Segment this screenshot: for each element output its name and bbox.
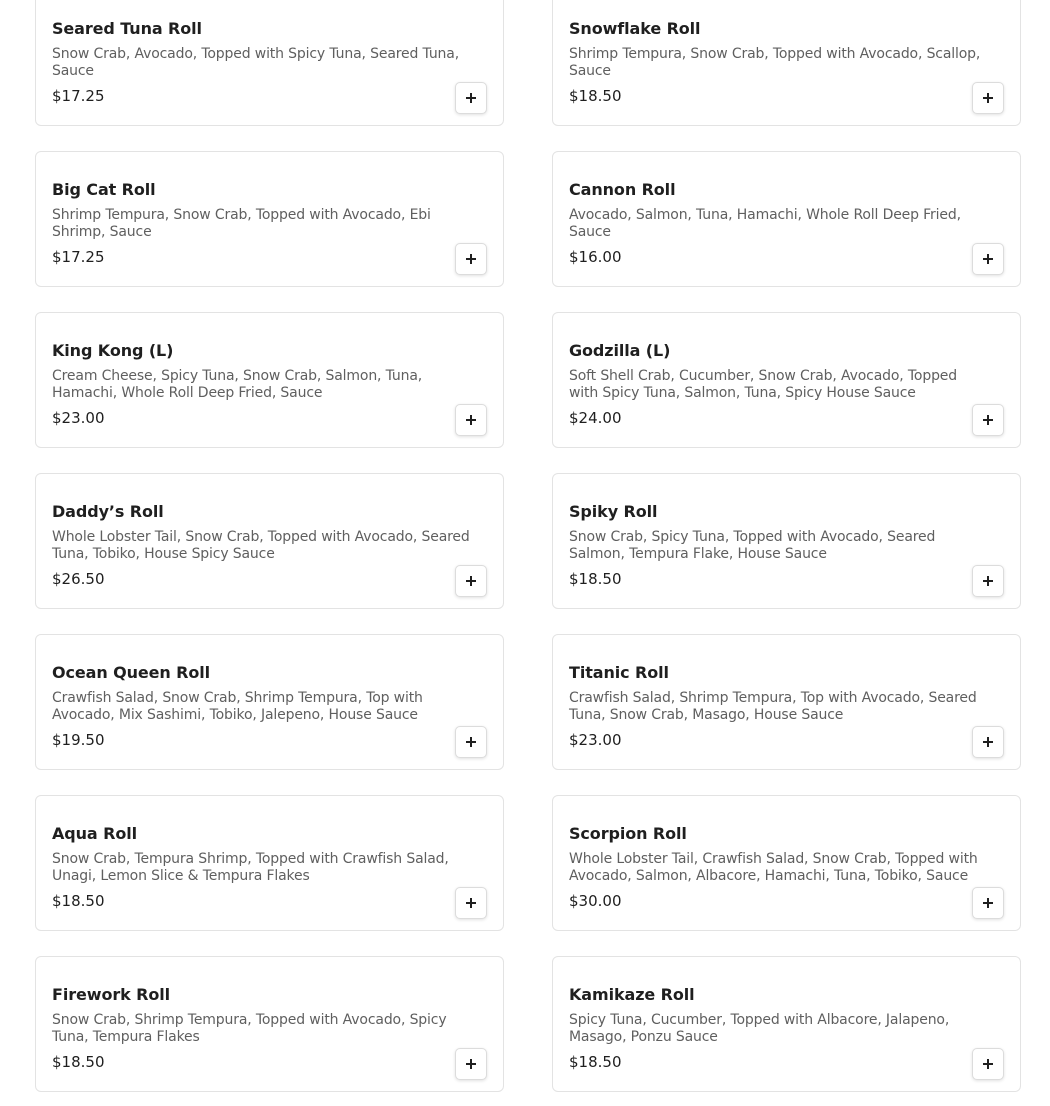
add-to-cart-button[interactable] xyxy=(972,887,1004,919)
item-name: Kamikaze Roll xyxy=(569,985,695,1004)
menu-item-card[interactable] xyxy=(552,634,1021,770)
plus-icon xyxy=(983,1059,993,1069)
menu-item-card[interactable] xyxy=(35,634,504,770)
item-description: Soft Shell Crab, Cucumber, Snow Crab, Avocado, Topped with Spicy Tuna, Salmon, Tuna, Spicy House Sauce xyxy=(569,368,958,401)
plus-icon xyxy=(983,737,993,747)
add-to-cart-button[interactable] xyxy=(455,1048,487,1080)
add-to-cart-button[interactable] xyxy=(972,243,1004,275)
menu-item-card[interactable] xyxy=(35,151,504,287)
item-price: $17.25 xyxy=(52,87,105,105)
plus-icon xyxy=(983,415,993,425)
plus-icon xyxy=(466,1059,476,1069)
add-to-cart-button[interactable] xyxy=(455,726,487,758)
item-price: $24.00 xyxy=(569,409,622,427)
item-name: Spiky Roll xyxy=(569,502,658,521)
item-description: Whole Lobster Tail, Crawfish Salad, Snow Crab, Topped with Avocado, Salmon, Albacore, Hamachi, Tuna, Tobiko, Sauce xyxy=(569,851,978,884)
item-name: Titanic Roll xyxy=(569,663,669,682)
add-to-cart-button[interactable] xyxy=(455,82,487,114)
menu-item-card[interactable] xyxy=(552,151,1021,287)
item-price: $16.00 xyxy=(569,248,622,266)
plus-icon xyxy=(466,576,476,586)
plus-icon xyxy=(466,737,476,747)
add-to-cart-button[interactable] xyxy=(972,565,1004,597)
item-name: Scorpion Roll xyxy=(569,824,687,843)
item-name: Big Cat Roll xyxy=(52,180,156,199)
menu-item-card[interactable] xyxy=(35,956,504,1092)
item-description: Snow Crab, Tempura Shrimp, Topped with Crawfish Salad, Unagi, Lemon Slice & Tempura Flakes xyxy=(52,851,449,884)
plus-icon xyxy=(983,576,993,586)
plus-icon xyxy=(983,93,993,103)
plus-icon xyxy=(466,415,476,425)
item-description: Crawfish Salad, Snow Crab, Shrimp Tempura, Top with Avocado, Mix Sashimi, Tobiko, Jalepeno, House Sauce xyxy=(52,690,423,723)
item-price: $30.00 xyxy=(569,892,622,910)
menu-item-card[interactable] xyxy=(35,473,504,609)
add-to-cart-button[interactable] xyxy=(455,565,487,597)
menu-item-card[interactable] xyxy=(35,795,504,931)
item-name: King Kong (L) xyxy=(52,341,174,360)
add-to-cart-button[interactable] xyxy=(972,404,1004,436)
item-description: Whole Lobster Tail, Snow Crab, Topped with Avocado, Seared Tuna, Tobiko, House Spicy Sauce xyxy=(52,529,470,562)
item-name: Godzilla (L) xyxy=(569,341,671,360)
add-to-cart-button[interactable] xyxy=(972,1048,1004,1080)
menu-item-card[interactable] xyxy=(552,795,1021,931)
item-name: Aqua Roll xyxy=(52,824,137,843)
item-description: Crawfish Salad, Shrimp Tempura, Top with Avocado, Seared Tuna, Snow Crab, Masago, House Sauce xyxy=(569,690,977,723)
plus-icon xyxy=(466,254,476,264)
plus-icon xyxy=(466,898,476,908)
item-price: $18.50 xyxy=(52,892,105,910)
item-description: Snow Crab, Spicy Tuna, Topped with Avocado, Seared Salmon, Tempura Flake, House Sauce xyxy=(569,529,936,562)
item-price: $19.50 xyxy=(52,731,105,749)
add-to-cart-button[interactable] xyxy=(455,887,487,919)
add-to-cart-button[interactable] xyxy=(455,404,487,436)
item-description: Avocado, Salmon, Tuna, Hamachi, Whole Roll Deep Fried, Sauce xyxy=(569,207,961,240)
plus-icon xyxy=(983,254,993,264)
item-price: $17.25 xyxy=(52,248,105,266)
item-description: Cream Cheese, Spicy Tuna, Snow Crab, Salmon, Tuna, Hamachi, Whole Roll Deep Fried, Sauce xyxy=(52,368,423,401)
item-name: Snowflake Roll xyxy=(569,19,701,38)
item-price: $18.50 xyxy=(569,1053,622,1071)
add-to-cart-button[interactable] xyxy=(455,243,487,275)
item-price: $18.50 xyxy=(569,87,622,105)
item-price: $26.50 xyxy=(52,570,105,588)
item-description: Spicy Tuna, Cucumber, Topped with Albacore, Jalapeno, Masago, Ponzu Sauce xyxy=(569,1012,950,1045)
item-name: Ocean Queen Roll xyxy=(52,663,211,682)
menu-item-card[interactable] xyxy=(552,956,1021,1092)
add-to-cart-button[interactable] xyxy=(972,82,1004,114)
item-name: Seared Tuna Roll xyxy=(52,19,202,38)
item-price: $18.50 xyxy=(52,1053,105,1071)
menu-item-card[interactable] xyxy=(552,312,1021,448)
menu-item-card[interactable] xyxy=(552,473,1021,609)
item-name: Firework Roll xyxy=(52,985,171,1004)
item-price: $23.00 xyxy=(569,731,622,749)
add-to-cart-button[interactable] xyxy=(972,726,1004,758)
item-price: $23.00 xyxy=(52,409,105,427)
item-price: $18.50 xyxy=(569,570,622,588)
item-description: Shrimp Tempura, Snow Crab, Topped with Avocado, Ebi Shrimp, Sauce xyxy=(52,207,431,240)
menu-item-card[interactable] xyxy=(35,312,504,448)
plus-icon xyxy=(466,93,476,103)
menu-items-grid xyxy=(35,0,1021,1092)
menu-item-card[interactable] xyxy=(552,0,1021,126)
item-description: Shrimp Tempura, Snow Crab, Topped with Avocado, Scallop, Sauce xyxy=(569,46,981,79)
item-description: Snow Crab, Avocado, Topped with Spicy Tuna, Seared Tuna, Sauce xyxy=(52,46,459,79)
item-description: Snow Crab, Shrimp Tempura, Topped with Avocado, Spicy Tuna, Tempura Flakes xyxy=(52,1012,447,1045)
item-name: Cannon Roll xyxy=(569,180,676,199)
plus-icon xyxy=(983,898,993,908)
item-name: Daddy’s Roll xyxy=(52,502,164,521)
menu-item-card[interactable] xyxy=(35,0,504,126)
